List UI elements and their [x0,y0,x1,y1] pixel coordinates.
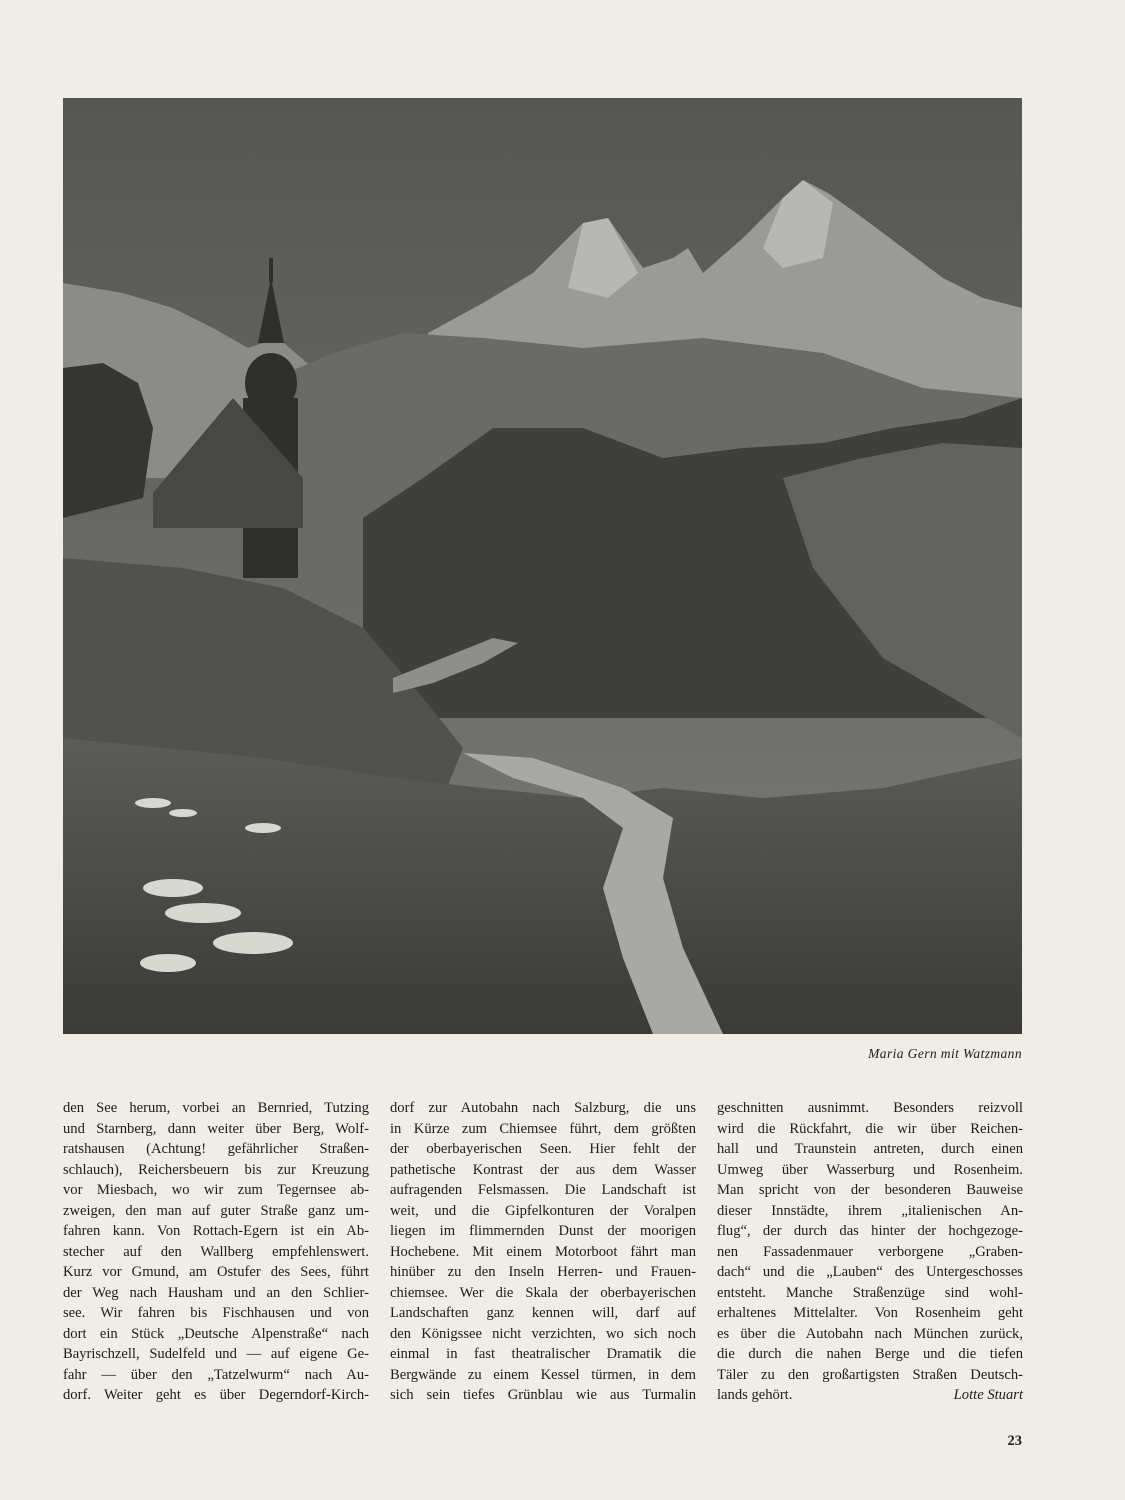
text-line: aufragenden Felsmassen. Die Landschaft ist [390,1182,696,1198]
text-line: liegen im flimmernden Dunst der moorigen [390,1223,696,1239]
text-line: zweigen, den man auf guter Straße ganz um- [63,1202,369,1219]
text-line: der oberbayerischen Seen. Hier fehlt der [390,1141,696,1157]
text-line: der Weg nach Hausham und an den Schlier- [63,1284,369,1301]
author-name: Lotte Stuart [953,1387,1023,1403]
text-line: geschnitten ausnimmt. Besonders reizvoll [717,1100,1023,1116]
text-line: den Königssee nicht verzichten, wo sich noch [390,1325,696,1342]
text-line: einmal in fast theatralischer Dramatik die [390,1346,696,1362]
text-line: ratshausen (Achtung! gefährlicher Straßen- [63,1141,369,1157]
text-line: entsteht. Manche Straßenzüge sind wohl- [717,1284,1023,1301]
page-number: 23 [1007,1433,1022,1449]
text-line: Kurz vor Gmund, am Ostufer des Sees, führt [63,1264,369,1280]
text-line: vor Miesbach, wo wir zum Tegernsee ab- [63,1182,369,1198]
photo-illustration [63,98,1022,1034]
text-line: es über die Autobahn nach München zurück, [717,1325,1023,1342]
text-line: Bergwände zu einem Kessel türmen, in dem [390,1366,696,1383]
landscape-photo [63,98,1022,1034]
text-column-1 [63,1098,369,1406]
text-line: dorf zur Autobahn nach Salzburg, die uns [390,1100,696,1116]
text-line: dort ein Stück „Deutsche Alpenstraße“ nach [63,1325,369,1342]
text-line: fahr — über den „Tatzelwurm“ nach Au- [63,1366,369,1383]
text-line: und Starnberg, dann weiter über Berg, Wolf- [63,1120,369,1137]
text-line: schlauch), Reichersbeuern bis zur Kreuzung [63,1161,369,1178]
text-line: die durch die nahen Berge und die tiefen [717,1346,1023,1362]
text-line: den See herum, vorbei an Bernried, Tutzing [63,1100,369,1116]
text-line: wird die Rückfahrt, die wir über Reichen- [717,1120,1023,1137]
text-line: Täler zu den großartigsten Straßen Deutsch- [717,1366,1023,1383]
signoff-line [717,1385,1023,1406]
text-column-2 [390,1098,696,1406]
closing-text: lands gehört. [717,1387,793,1403]
text-line: Bayrischzell, Sudelfeld und — auf eigene Ge- [63,1346,369,1362]
text-line: stecher auf den Wallberg empfehlenswert. [63,1243,369,1260]
text-line: Umweg über Wasserburg und Rosenheim. [717,1161,1023,1178]
text-line: weit, und die Gipfelkonturen der Voralpen [390,1202,696,1219]
text-line: flug“, der durch das hinter der hochgezoge- [717,1223,1023,1239]
text-line: nen Fassadenmauer verborgene „Graben- [717,1243,1023,1260]
text-line: erhaltenes Mittelalter. Von Rosenheim geht [717,1305,1023,1321]
text-line: Man spricht von der besonderen Bauweise [717,1182,1023,1198]
text-line: sich sein tiefes Grünblau wie aus Turmalin [390,1387,696,1403]
text-line: fahren kann. Von Rottach-Egern ist ein Ab- [63,1223,369,1239]
text-line: dorf. Weiter geht es über Degerndorf-Kirch- [63,1387,369,1403]
text-line: pathetische Kontrast der aus dem Wasser [390,1161,696,1178]
text-line: hinüber zu den Inseln Herren- und Frauen- [390,1264,696,1280]
text-line: chiemsee. Wer die Skala der oberbayerischen [390,1284,696,1301]
text-line: in Kürze zum Chiemsee führt, dem größten [390,1120,696,1137]
text-line: Landschaften ganz kennen will, darf auf [390,1305,696,1321]
text-line: dieser Innstädte, ihrem „italienischen An- [717,1202,1023,1219]
photo-caption: Maria Gern mit Watzmann [868,1046,1022,1061]
text-line: Hochebene. Mit einem Motorboot fährt man [390,1243,696,1260]
text-line: dach“ und die „Lauben“ des Untergeschosses [717,1264,1023,1280]
text-line: hall und Traunstein antreten, durch einen [717,1141,1023,1157]
article-body [63,1098,1023,1418]
text-line: see. Wir fahren bis Fischhausen und von [63,1305,369,1321]
text-column-3 [717,1098,1023,1406]
